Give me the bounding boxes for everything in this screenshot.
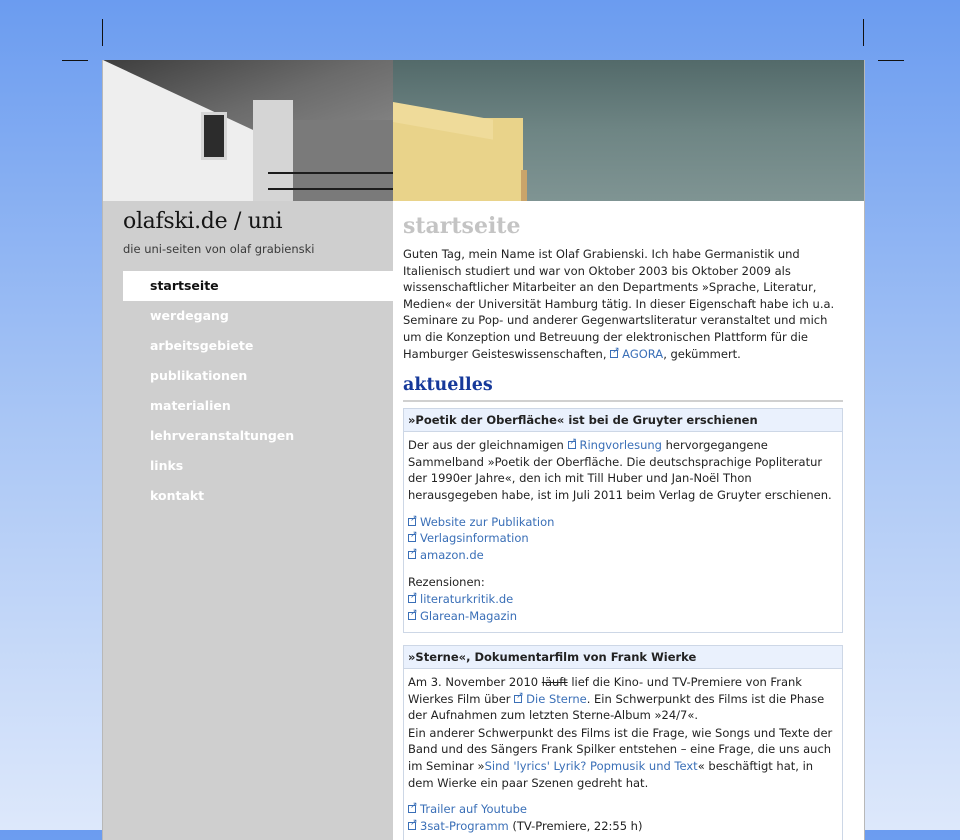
link-label: Website zur Publikation xyxy=(420,514,555,529)
news-item-body xyxy=(404,669,842,840)
external-link-icon xyxy=(408,533,417,542)
news-item-heading: »Poetik der Oberfläche« ist bei de Gruyter erschienen xyxy=(404,409,842,432)
text: Am 3. November 2010 xyxy=(408,675,539,690)
nav-item-links[interactable]: links xyxy=(150,458,184,473)
photo-building-bw xyxy=(103,60,393,201)
link-label: literaturkritik.de xyxy=(420,591,514,606)
nav-item-kontakt[interactable]: kontakt xyxy=(150,488,205,503)
nav-item-arbeitsgebiete[interactable]: arbeitsgebiete xyxy=(150,338,254,353)
external-link-icon xyxy=(610,349,619,358)
literaturkritik-link[interactable] xyxy=(408,592,513,606)
header-photo xyxy=(103,60,864,201)
website-zur-publikation-link[interactable] xyxy=(408,515,554,529)
news-item-text xyxy=(408,674,838,724)
agora-link-label: AGORA xyxy=(622,346,664,361)
link-list xyxy=(408,514,838,564)
link-label: Ringvorlesung xyxy=(579,438,662,453)
external-link-icon xyxy=(408,611,417,620)
link-label: amazon.de xyxy=(420,547,484,562)
external-link-icon xyxy=(568,440,577,449)
intro-text: Guten Tag, mein Name ist Olaf Grabienski. Ich habe Germanistik und Italienisch studiert und war von Oktober 2003 bis Oktober 2009 als wissenschaftlicher Mitarbeiter an den Departments »Sprache, Literatur, Medien« der Universität Hamburg tätig. In dieser Eigenschaft habe ich u.a. Seminare zu Pop- und anderer Gegenwartsliteratur veranstaltet und mich um die Konzeption und Betreuung der elektronischen Plattform für die Hamburger Geisteswissenschaften, xyxy=(403,247,835,361)
link-list xyxy=(408,801,838,834)
news-item-text xyxy=(408,437,838,503)
link-label: Die Sterne xyxy=(526,691,587,706)
seminar-lyrics-link[interactable] xyxy=(485,759,698,773)
text: « beschäftigt hat, in dem Wierke ein paar Szenen gedreht hat. xyxy=(408,759,814,790)
link-label: Sind 'lyrics' Lyrik? Popmusik und Text xyxy=(484,759,698,774)
crop-mark xyxy=(878,60,904,61)
main-content xyxy=(403,201,843,840)
text: hervorgegangene Sammelband »Poetik der Oberfläche. Die deutschsprachige Popliteratur der 1990er Jahre«, den ich mit Till Huber und Jan-Noël Thon herausgegeben habe, ist im Juli 2011 beim Verlag de Gruyter erschienen. xyxy=(408,438,832,502)
news-item-poetik xyxy=(403,408,843,633)
reviews-label: Rezensionen: xyxy=(408,575,485,590)
text: Ein anderer Schwerpunkt des Films ist die Frage, wie Songs und Texte der Band und des Sängers Frank Spilker entstehen – eine Frage, die uns auch im Seminar » xyxy=(408,725,833,774)
crop-mark xyxy=(102,19,103,46)
verlagsinformation-link[interactable] xyxy=(408,531,529,545)
news-item-sterne xyxy=(403,645,843,840)
external-link-icon xyxy=(408,517,417,526)
external-link-icon xyxy=(408,804,417,813)
struck-text: läuft xyxy=(541,675,568,690)
text: lief die Kino- und TV-Premiere von Frank Wierkes Film über xyxy=(408,675,802,706)
nav-item-publikationen[interactable]: publikationen xyxy=(150,368,248,383)
3sat-programm-link[interactable] xyxy=(408,819,509,833)
amazon-link[interactable] xyxy=(408,548,484,562)
trailer-youtube-link[interactable] xyxy=(408,802,527,816)
news-heading: aktuelles xyxy=(403,374,843,402)
news-item-body xyxy=(404,432,842,632)
nav-item-materialien[interactable]: materialien xyxy=(150,398,231,413)
intro-text-end: , gekümmert. xyxy=(663,346,741,361)
main-navigation xyxy=(123,271,393,511)
external-link-icon xyxy=(408,594,417,603)
link-label: Trailer auf Youtube xyxy=(420,802,527,817)
nav-item-werdegang[interactable]: werdegang xyxy=(150,308,229,323)
external-link-icon xyxy=(408,821,417,830)
crop-mark xyxy=(863,19,864,46)
agora-link[interactable] xyxy=(610,347,663,361)
text: . Ein Schwerpunkt des Films ist die Phase der Aufnahmen zum letzten Sterne-Album »24/7«. xyxy=(408,691,825,723)
page-title: startseite xyxy=(403,213,521,239)
link-label: Glarean-Magazin xyxy=(420,608,518,623)
news-item-heading: »Sterne«, Dokumentarfilm von Frank Wierke xyxy=(404,646,842,669)
intro-paragraph xyxy=(403,246,843,362)
link-label: Verlagsinformation xyxy=(420,531,529,546)
page-container xyxy=(102,60,865,840)
die-sterne-link[interactable] xyxy=(514,692,587,706)
external-link-icon xyxy=(514,694,523,703)
photo-sky-color xyxy=(393,60,864,201)
site-title[interactable]: olafski.de / uni xyxy=(123,209,283,234)
news-item-text xyxy=(408,725,838,791)
ringvorlesung-link[interactable] xyxy=(568,438,662,452)
sidebar xyxy=(103,201,393,840)
link-label: 3sat-Programm xyxy=(420,818,509,833)
site-subtitle: die uni-seiten von olaf grabienski xyxy=(123,242,315,256)
nav-item-startseite[interactable]: startseite xyxy=(123,271,393,301)
nav-item-lehrveranstaltungen[interactable]: lehrveranstaltungen xyxy=(150,428,295,443)
text: Der aus der gleichnamigen xyxy=(408,438,564,453)
link-note: (TV-Premiere, 22:55 h) xyxy=(508,818,643,833)
glarean-magazin-link[interactable] xyxy=(408,609,517,623)
external-link-icon xyxy=(408,550,417,559)
crop-mark xyxy=(62,60,88,61)
